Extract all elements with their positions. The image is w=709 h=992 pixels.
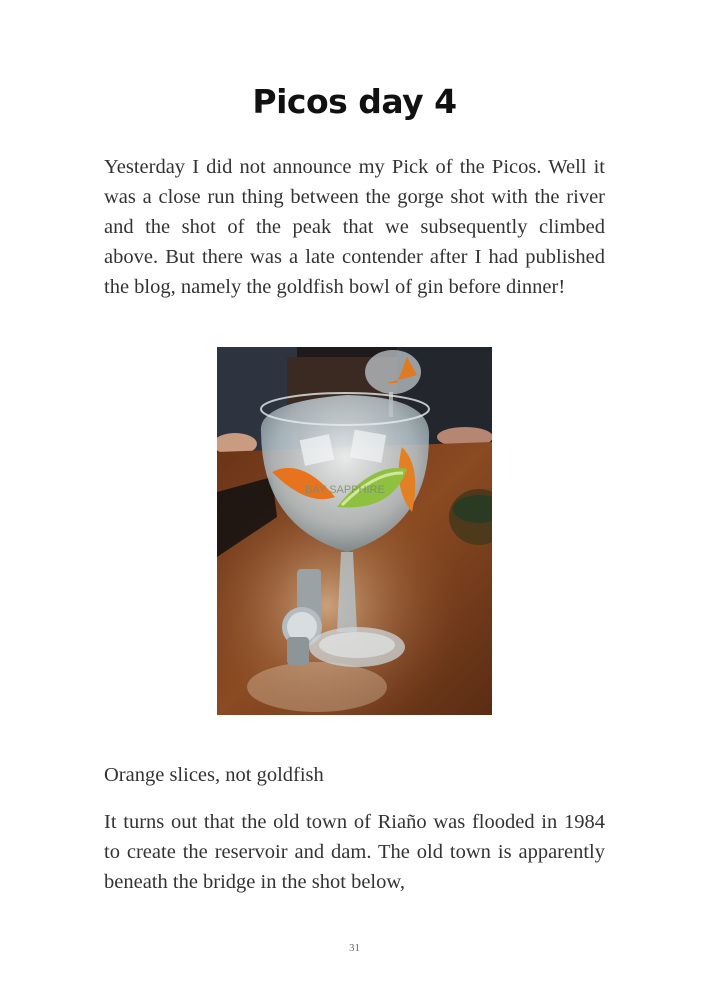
page-title: Picos day 4 (252, 82, 457, 121)
page-number: 31 (349, 942, 360, 954)
body-paragraph-1: Yesterday I did not announce my Pick of the Picos. Well it was a close run thing between the gorge shot with the river and the shot of the peak that we subsequently climbed above. But there was a late contender after I had published the blog, namely the goldfish bowl of gin before dinner! (104, 156, 605, 298)
glass-lettering: BAY SAPPHIRE (305, 484, 385, 496)
body-paragraph-2: It turns out that the old town of Riaño was flooded in 1984 to create the reservoir and dam. The old town is apparently beneath the bridge in the shot below, (104, 811, 605, 893)
photo-caption: Orange slices, not goldfish (104, 764, 324, 786)
gin-glass-photo (217, 347, 492, 715)
